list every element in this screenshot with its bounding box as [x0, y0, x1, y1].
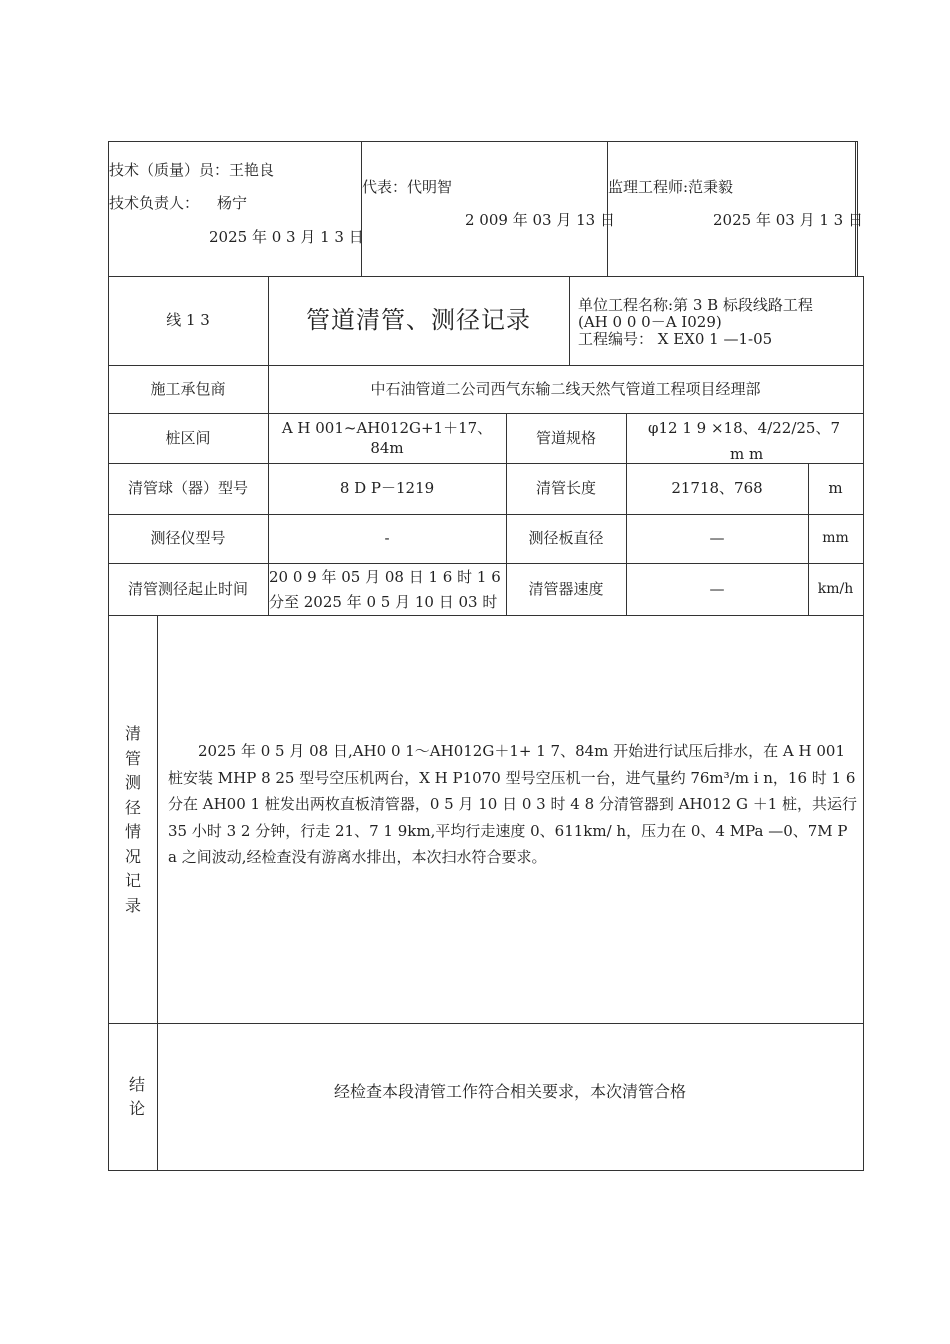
supervisor-signature: 监理工程师:范秉毅 [608, 178, 734, 196]
time-range-value-line2: 分至 2025 年 0 5 月 10 日 03 时 [269, 593, 498, 611]
line-code: 线 1 3 [166, 311, 210, 330]
gauge-plate-value: — [709, 529, 725, 548]
gauge-plate-label: 测径板直径 [528, 529, 604, 548]
station-range-value: A H 001~AH012G+1＋17、84m [281, 418, 493, 457]
gauge-type-value: - [384, 529, 390, 548]
project-number: 工程编号： X EX0 1 —1-05 [578, 330, 773, 348]
station-range-label: 桩区间 [165, 428, 211, 447]
conclusion-text: 经检查本段清管工作符合相关要求，本次清管合格 [333, 1082, 686, 1102]
representative-signature: 代表：代明智 [362, 178, 453, 196]
pipe-spec-value-line1: φ12 1 9 ×18、4/22/25、7 [648, 419, 841, 437]
time-range-label: 清管测径起止时间 [127, 579, 248, 598]
tech-lead-name: 杨宁 [217, 194, 248, 212]
conclusion-side-label: 结 论 [128, 1075, 145, 1118]
record-side-label: 清 管 测 径 情 况 记 录 [124, 724, 141, 915]
signature-date-right: 2025 年 03 月 1 3 日 [713, 211, 863, 229]
time-range-value-line1: 20 0 9 年 05 月 08 日 1 6 时 1 6 [269, 568, 501, 586]
unit-project-name: 单位工程名称:第 3 B 标段线路工程 [578, 296, 813, 314]
tech-lead-label: 技术负责人： [109, 194, 200, 212]
document-title: 管道清管、测径记录 [306, 306, 531, 335]
unit-project-code: (AH 0 0 0－A I029) [578, 313, 722, 331]
gauge-type-label: 测径仪型号 [150, 529, 226, 548]
tech-quality-signature: 技术（质量）员：王艳良 [109, 161, 275, 179]
contractor-label: 施工承包商 [150, 379, 226, 398]
pipe-spec-label: 管道规格 [535, 428, 596, 447]
pipe-spec-value-line2: m m [730, 445, 764, 463]
signature-date-left: 2025 年 0 3 月 1 3 日 [209, 228, 364, 246]
record-text: 2025 年 0 5 月 08 日,AH0 0 1～AH012G＋1+ 1 7、84m 开始进行试压后排水，在 A H 001 桩安装 MHP 8 25 型号空压机两台，X H P1070 型号空压机一台，进气量约 76m³/m i n，16 时 1 6 分在 AH00 1 桩发出两枚直板清管器，0 5 月 10 日 0 3 时 4 8 分清管器到 AH012 G ＋1 桩，共运行 35 小时 3 2 分钟，行走 21、7 1 9km,平均行走速度 0、611km/ h，压力在 0、4 MPa —0、7M P a 之间波动,经检查没有游离水排出，本次扫水符合要求。 [168, 742, 858, 866]
pig-type-value: 8 D P－1219 [339, 479, 435, 498]
gauge-plate-unit: mm [822, 530, 849, 547]
signature-date-middle: 2 009 年 03 月 13 日 [465, 211, 615, 229]
pig-speed-value: — [709, 579, 725, 598]
pig-length-value: 21718、768 [671, 479, 763, 498]
pig-speed-unit: km/h [817, 580, 854, 597]
pig-length-unit: m [828, 479, 843, 498]
pig-type-label: 清管球（器）型号 [127, 479, 248, 498]
pig-speed-label: 清管器速度 [528, 579, 604, 598]
contractor-value: 中石油管道二公司西气东输二线天然气管道工程项目经理部 [370, 379, 761, 398]
pig-length-label: 清管长度 [535, 479, 596, 498]
